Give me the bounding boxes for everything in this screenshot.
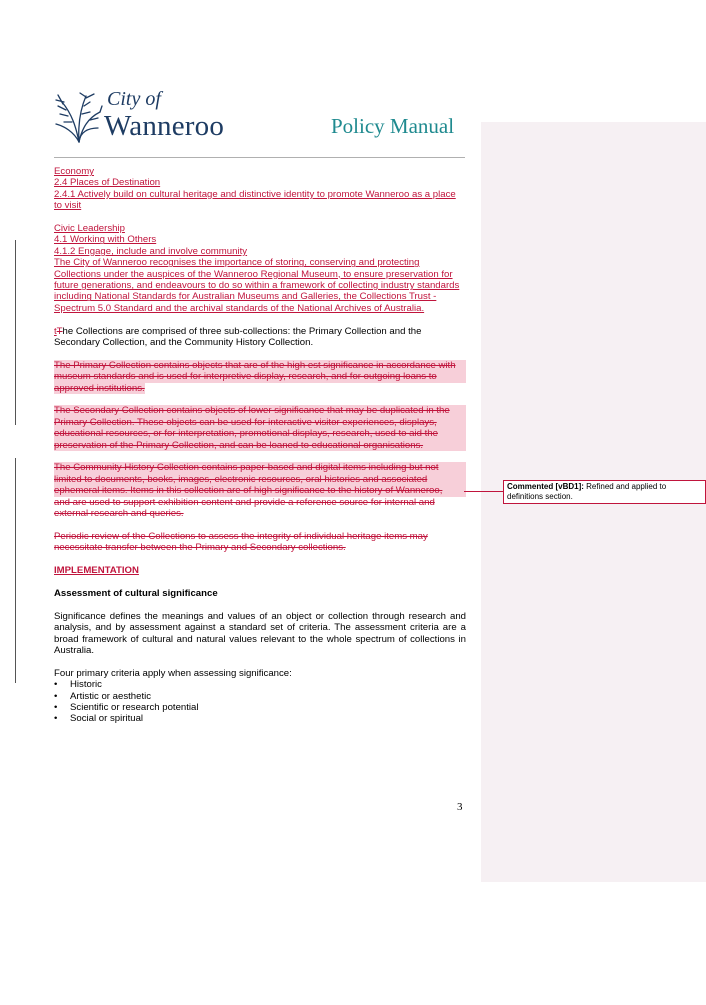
secondary-collection-paragraph: The Secondary Collection contains objects of lower significance that may be duplicated in the Primary Collection. These objects can be used for interactive visitor experiences, displays, educational resources, or for interpretation, promotional displays, research, used to aid the preservation of the Primary Collection, and can be loaned to educational organisations. (54, 405, 466, 451)
subsection-heading: Assessment of cultural significance (54, 587, 218, 599)
deleted-letter: T (56, 325, 63, 337)
strategy-line: 4.1.2 Engage, include and involve community (54, 245, 248, 257)
document-body (54, 166, 466, 725)
comment-connector (464, 491, 503, 492)
policy-statement-line: Spectrum 5.0 Standard and the archival standards of the National Archives of Australia. (54, 302, 425, 314)
header-divider (54, 157, 465, 158)
list-item: • Artistic or aesthetic (70, 691, 466, 702)
page-title: Policy Manual (331, 114, 455, 138)
comment-author: Commented [vBD1]: (507, 482, 584, 491)
change-bar (15, 458, 16, 683)
comment-balloon[interactable] (503, 480, 706, 504)
list-item: • Social or spiritual (70, 713, 466, 724)
policy-statement-line: future generations, and endeavours to do so within a framework of collecting industry standards (54, 280, 460, 292)
strategy-heading: Economy (54, 166, 94, 177)
significance-paragraph: Significance defines the meanings and values of an object or collection through research and analysis, and by assessment against a standard set of criteria. The assessment criteria are a broad framework of cultural and natural values relevant to the whole spectrum of collections in Australia. (54, 610, 466, 656)
policy-statement-line: The City of Wanneroo recognises the importance of storing, conserving and protecting (54, 257, 420, 269)
collections-intro (54, 326, 466, 337)
list-item: • Scientific or research potential (70, 702, 466, 713)
strategy-line: 4.1 Working with Others (54, 234, 157, 246)
wattle-flower-icon (54, 92, 104, 144)
criteria-intro: Four primary criteria apply when assessing significance: (54, 667, 292, 679)
strategy-line: to visit (54, 200, 82, 212)
collections-intro-text: he Collections are comprised of three sub-collections: the Primary Collection and the (62, 325, 422, 337)
primary-collection-paragraph: The Primary Collection contains objects that are of the high est significance in accordance with museum standards and is used for interpretive display, research, and for outgoing loans to approved institutions. (54, 360, 466, 394)
page-number: 3 (457, 801, 463, 813)
criteria-list (54, 679, 466, 725)
section-heading: IMPLEMENTATION (54, 565, 139, 577)
logo-name-text: Wanneroo (104, 110, 225, 142)
strategy-line: 2.4 Places of Destination (54, 177, 161, 189)
policy-statement-line: including National Standards for Australian Museums and Galleries, the Collections Trust - (54, 291, 437, 303)
change-bar (15, 240, 16, 425)
policy-statement-line: Collections under the auspices of the Wanneroo Regional Museum, to ensure preservation for (54, 268, 453, 280)
comment-text: Refined and applied to definitions section. (507, 482, 667, 501)
inserted-letter: t (54, 325, 57, 337)
logo-city-text: City of (107, 88, 161, 110)
strategy-heading: Civic Leadership (54, 223, 125, 235)
city-logo (54, 88, 244, 144)
community-history-paragraph: The Community History Collection contains paper-based and digital items including but not limited to documents, books, images, electronic resources, oral histories and associated ephemeral items. Items in this collection are of high significance to the history of Wanneroo, and are used to support exhibition content and provide a reference source for internal and external research and queries. (54, 462, 466, 519)
list-item: • Historic (70, 679, 466, 690)
collections-intro-line: Secondary Collection, and the Community History Collection. (54, 337, 314, 349)
strategy-line: 2.4.1 Actively build on cultural heritage and distinctive identity to promote Wanneroo as a place (54, 188, 456, 200)
periodic-review-paragraph: Periodic review of the Collections to assess the integrity of individual heritage items may necessitate transfer between the Primary and Secondary collections. (54, 530, 428, 554)
